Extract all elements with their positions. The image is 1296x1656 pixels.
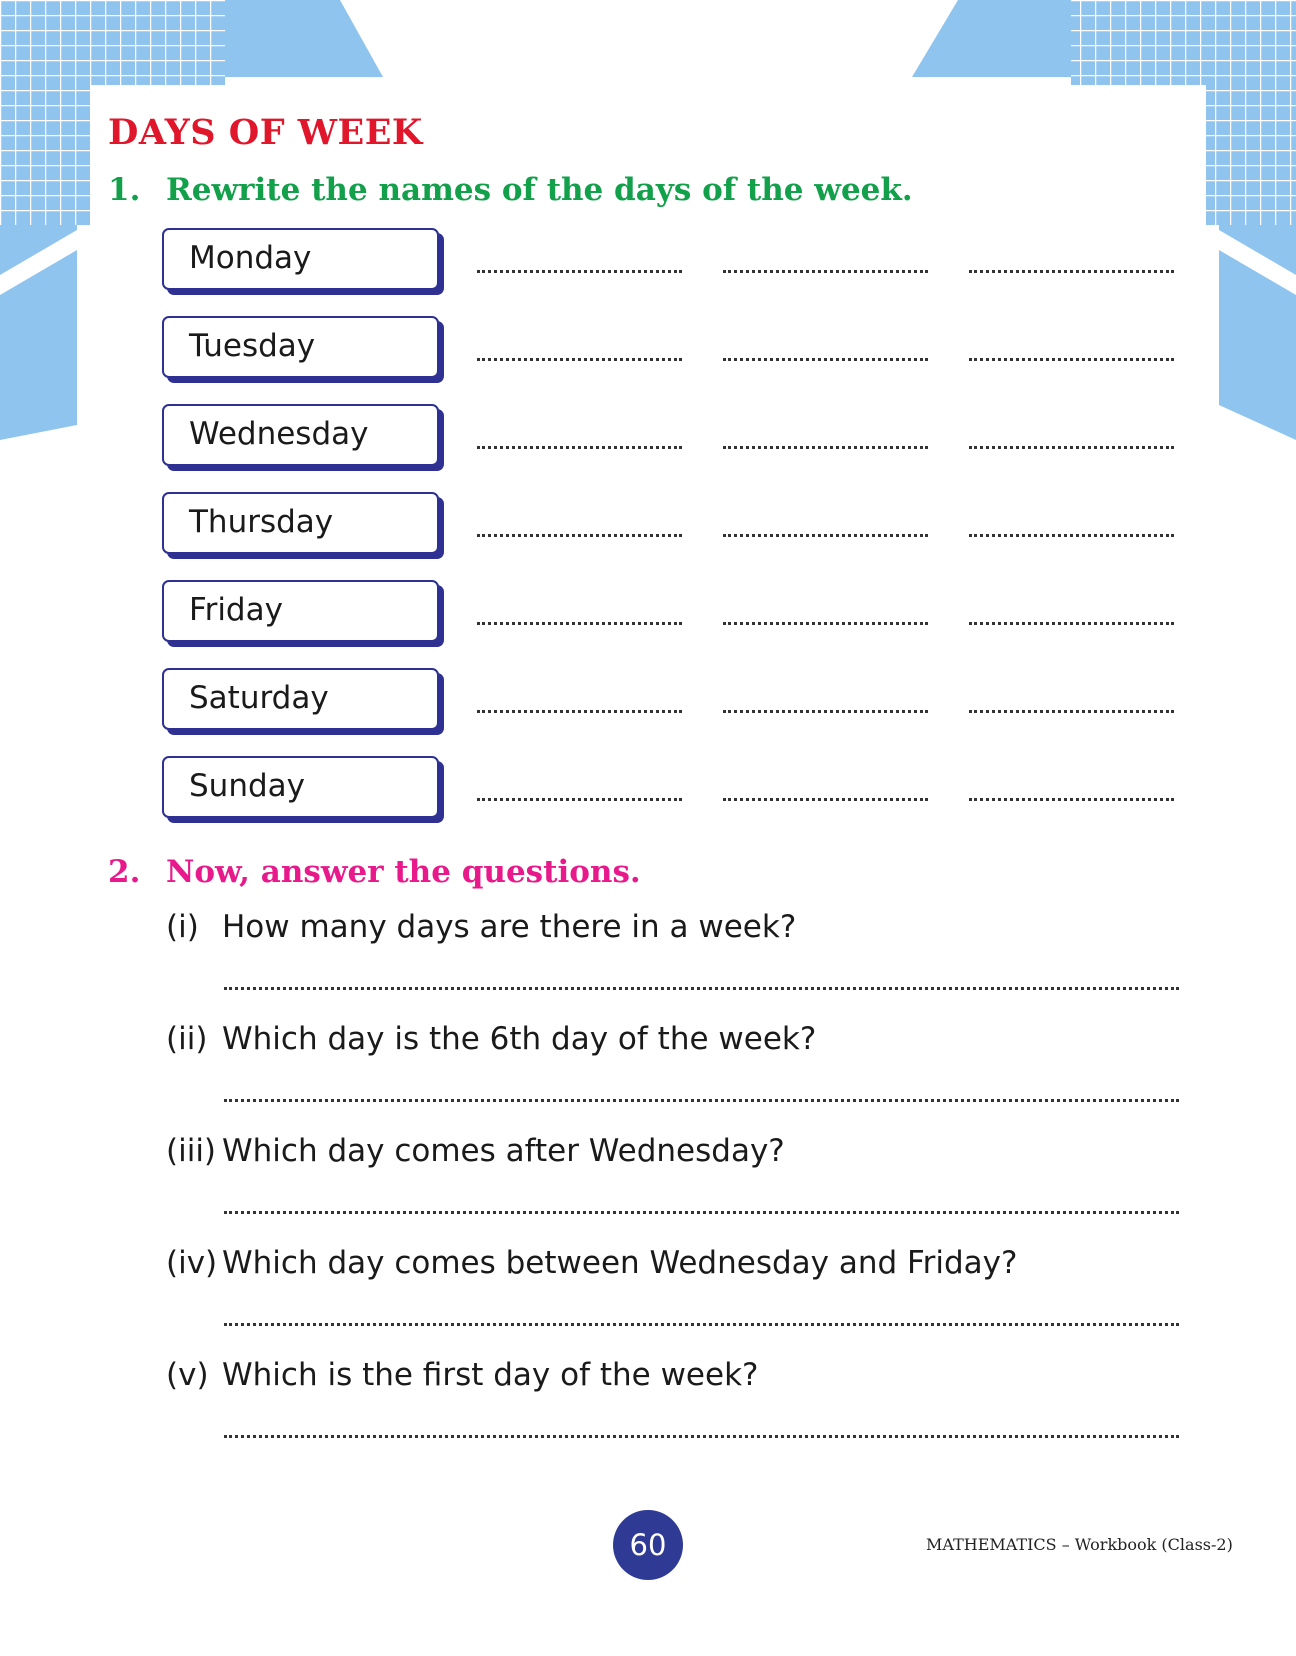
answer-blank[interactable] xyxy=(969,534,1174,537)
answer-line[interactable] xyxy=(224,1323,1179,1326)
answer-blank[interactable] xyxy=(969,622,1174,625)
day-box xyxy=(162,580,439,642)
sub-question-number: (ii) xyxy=(166,1021,208,1057)
day-row-friday xyxy=(162,580,1172,648)
sub-question-text: Which day comes between Wednesday and Friday? xyxy=(222,1245,1018,1281)
answer-blank[interactable] xyxy=(723,534,928,537)
answer-blank[interactable] xyxy=(477,622,682,625)
question-2-number: 2. xyxy=(108,854,141,890)
day-box xyxy=(162,404,439,466)
day-label: Saturday xyxy=(189,680,329,716)
day-row-wednesday xyxy=(162,404,1172,472)
sub-question-number: (iii) xyxy=(166,1133,217,1169)
day-box xyxy=(162,756,439,818)
answer-blank[interactable] xyxy=(477,710,682,713)
answer-blank[interactable] xyxy=(477,358,682,361)
question-2-heading xyxy=(108,854,641,890)
day-label: Wednesday xyxy=(189,416,369,452)
day-box xyxy=(162,316,439,378)
sub-question-4 xyxy=(166,1245,1017,1281)
day-label: Sunday xyxy=(189,768,305,804)
day-row-saturday xyxy=(162,668,1172,736)
answer-blank[interactable] xyxy=(723,270,928,273)
sub-question-text: Which day is the 6th day of the week? xyxy=(222,1021,817,1057)
answer-blank[interactable] xyxy=(969,270,1174,273)
question-2-text: Now, answer the questions. xyxy=(166,854,641,890)
day-box xyxy=(162,668,439,730)
answer-blank[interactable] xyxy=(969,798,1174,801)
day-row-thursday xyxy=(162,492,1172,560)
sub-question-text: Which day comes after Wednesday? xyxy=(222,1133,785,1169)
answer-blank[interactable] xyxy=(969,358,1174,361)
sub-question-number: (v) xyxy=(166,1357,209,1393)
answer-line[interactable] xyxy=(224,1435,1179,1438)
question-1-text: Rewrite the names of the days of the week. xyxy=(166,172,913,208)
sub-question-5 xyxy=(166,1357,758,1393)
answer-blank[interactable] xyxy=(723,622,928,625)
answer-blank[interactable] xyxy=(723,358,928,361)
page-number: 60 xyxy=(613,1510,683,1580)
answer-blank[interactable] xyxy=(723,798,928,801)
answer-blank[interactable] xyxy=(477,798,682,801)
footer-text: MATHEMATICS – Workbook (Class-2) xyxy=(926,1535,1233,1554)
day-label: Tuesday xyxy=(189,328,316,364)
sub-question-2 xyxy=(166,1021,816,1057)
sub-question-number: (i) xyxy=(166,909,199,945)
answer-blank[interactable] xyxy=(969,710,1174,713)
day-label: Monday xyxy=(189,240,312,276)
sub-question-text: Which is the first day of the week? xyxy=(222,1357,759,1393)
answer-blank[interactable] xyxy=(723,446,928,449)
sub-question-1 xyxy=(166,909,796,945)
answer-line[interactable] xyxy=(224,1099,1179,1102)
day-row-tuesday xyxy=(162,316,1172,384)
answer-line[interactable] xyxy=(224,1211,1179,1214)
sub-question-3 xyxy=(166,1133,785,1169)
sub-question-text: How many days are there in a week? xyxy=(222,909,797,945)
answer-blank[interactable] xyxy=(477,270,682,273)
day-box xyxy=(162,492,439,554)
day-label: Thursday xyxy=(189,504,334,540)
page-title: DAYS OF WEEK xyxy=(108,112,423,153)
sub-question-number: (iv) xyxy=(166,1245,218,1281)
day-row-monday xyxy=(162,228,1172,296)
day-row-sunday xyxy=(162,756,1172,824)
day-label: Friday xyxy=(189,592,283,628)
answer-line[interactable] xyxy=(224,987,1179,990)
answer-blank[interactable] xyxy=(969,446,1174,449)
answer-blank[interactable] xyxy=(477,534,682,537)
question-1-number: 1. xyxy=(108,172,141,208)
day-box xyxy=(162,228,439,290)
answer-blank[interactable] xyxy=(477,446,682,449)
question-1-heading xyxy=(108,172,913,208)
answer-blank[interactable] xyxy=(723,710,928,713)
